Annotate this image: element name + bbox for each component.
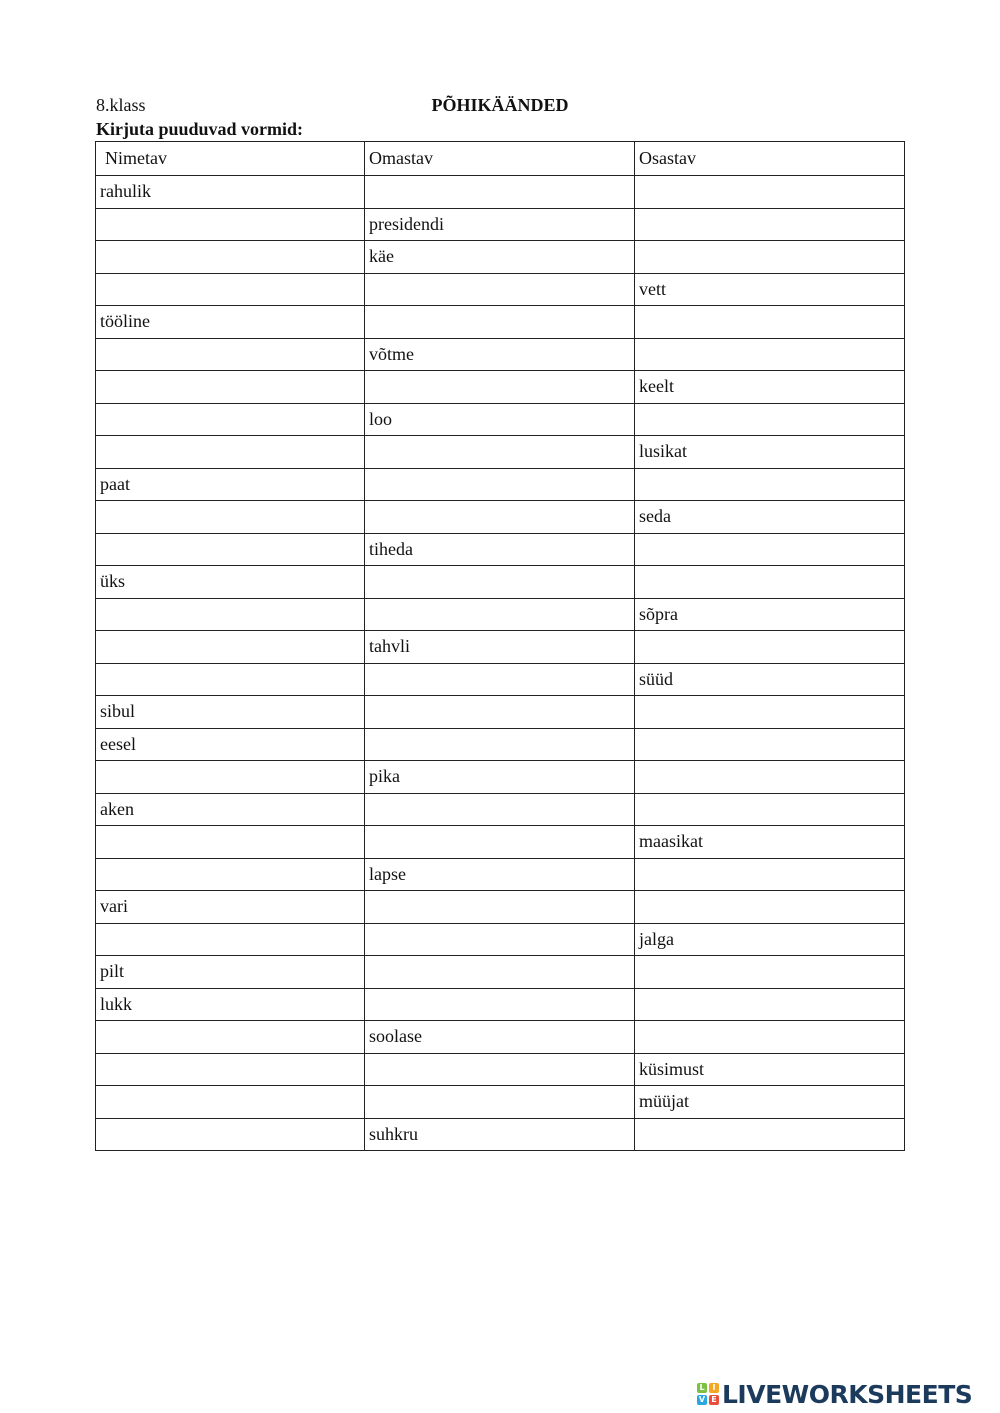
table-body [96,142,905,1151]
cell-nimetav[interactable] [96,1086,365,1119]
cell-osastav[interactable] [635,176,905,209]
cell-omastav[interactable] [365,273,635,306]
cell-osastav: jalga [635,923,905,956]
cell-omastav[interactable] [365,956,635,989]
cell-nimetav: vari [96,891,365,924]
cell-osastav[interactable] [635,631,905,664]
table-header-row [96,142,905,176]
cell-omastav[interactable] [365,1086,635,1119]
cell-omastav: tiheda [365,533,635,566]
cell-nimetav[interactable] [96,826,365,859]
cell-omastav: presidendi [365,208,635,241]
cell-nimetav[interactable] [96,436,365,469]
table-row [96,1053,905,1086]
logo-mark-square: L [697,1383,707,1393]
table-row [96,826,905,859]
cell-omastav[interactable] [365,436,635,469]
cell-omastav: soolase [365,1021,635,1054]
cell-omastav[interactable] [365,793,635,826]
table-row [96,436,905,469]
cell-nimetav[interactable] [96,1118,365,1151]
logo-mark-square: V [698,1395,706,1404]
instruction-text: Kirjuta puuduvad vormid: [96,119,304,139]
cell-omastav: pika [365,761,635,794]
cell-osastav[interactable] [635,728,905,761]
cell-osastav[interactable] [635,891,905,924]
cell-nimetav[interactable] [96,273,365,306]
cell-osastav[interactable] [635,761,905,794]
table-row [96,1118,905,1151]
cell-nimetav[interactable] [96,858,365,891]
cell-nimetav[interactable] [96,371,365,404]
cell-osastav[interactable] [635,1021,905,1054]
table-row [96,371,905,404]
cell-osastav[interactable] [635,241,905,274]
liveworksheets-logo [697,1378,972,1410]
table-row [96,468,905,501]
cell-osastav[interactable] [635,208,905,241]
cell-nimetav[interactable] [96,761,365,794]
cell-omastav: suhkru [365,1118,635,1151]
cell-omastav: lapse [365,858,635,891]
cell-nimetav: pilt [96,956,365,989]
cell-nimetav: tööline [96,306,365,339]
cell-osastav[interactable] [635,793,905,826]
cell-nimetav[interactable] [96,1053,365,1086]
column-header-nimetav: Nimetav [96,142,365,176]
cell-omastav[interactable] [365,923,635,956]
cell-osastav: keelt [635,371,905,404]
table-row [96,598,905,631]
cell-omastav[interactable] [365,598,635,631]
cell-osastav: müüjat [635,1086,905,1119]
cell-nimetav[interactable] [96,923,365,956]
cell-nimetav[interactable] [96,533,365,566]
cell-osastav[interactable] [635,403,905,436]
cell-nimetav[interactable] [96,598,365,631]
class-label: 8.klass [96,95,146,115]
table-row [96,631,905,664]
table-row [96,923,905,956]
cell-osastav: maasikat [635,826,905,859]
cell-osastav[interactable] [635,566,905,599]
cell-osastav: küsimust [635,1053,905,1086]
cell-omastav[interactable] [365,728,635,761]
cell-nimetav[interactable] [96,403,365,436]
cell-omastav[interactable] [365,176,635,209]
table-row [96,858,905,891]
table-row [96,793,905,826]
cell-nimetav: aken [96,793,365,826]
cell-nimetav[interactable] [96,208,365,241]
table-row [96,728,905,761]
column-header-osastav: Osastav [635,142,905,176]
logo-mark-square: E [709,1395,719,1405]
table-row [96,696,905,729]
cell-omastav: tahvli [365,631,635,664]
cell-osastav[interactable] [635,1118,905,1151]
cell-osastav[interactable] [635,468,905,501]
table-row [96,176,905,209]
cell-omastav[interactable] [365,501,635,534]
cell-nimetav[interactable] [96,241,365,274]
declension-table [95,141,905,1151]
logo-mark-square: I [709,1383,719,1393]
cell-osastav: sõpra [635,598,905,631]
cell-omastav[interactable] [365,306,635,339]
cell-omastav[interactable] [365,826,635,859]
cell-nimetav: rahulik [96,176,365,209]
cell-omastav[interactable] [365,663,635,696]
cell-omastav[interactable] [365,468,635,501]
cell-osastav[interactable] [635,696,905,729]
cell-omastav[interactable] [365,696,635,729]
table-row [96,956,905,989]
cell-osastav[interactable] [635,858,905,891]
table-row [96,1086,905,1119]
table-row [96,208,905,241]
cell-omastav[interactable] [365,371,635,404]
table-row [96,566,905,599]
table-row [96,988,905,1021]
cell-osastav: vett [635,273,905,306]
logo-mark-icon [697,1383,719,1405]
cell-nimetav: lukk [96,988,365,1021]
table-row [96,761,905,794]
cell-omastav[interactable] [365,988,635,1021]
table-row [96,663,905,696]
cell-osastav: süüd [635,663,905,696]
cell-nimetav[interactable] [96,663,365,696]
table-row [96,533,905,566]
cell-osastav[interactable] [635,956,905,989]
cell-omastav: loo [365,403,635,436]
logo-text: LIVEWORKSHEETS [722,1379,973,1409]
table-row [96,1021,905,1054]
cell-omastav[interactable] [365,891,635,924]
cell-nimetav: üks [96,566,365,599]
page-title: PÕHIKÄÄNDED [431,95,569,115]
cell-osastav[interactable] [635,306,905,339]
cell-nimetav: sibul [96,696,365,729]
cell-nimetav: eesel [96,728,365,761]
column-header-omastav: Omastav [365,142,635,176]
table-row [96,338,905,371]
cell-nimetav[interactable] [96,501,365,534]
cell-osastav[interactable] [635,988,905,1021]
table-row [96,306,905,339]
table-row [96,891,905,924]
table-row [96,241,905,274]
table-row [96,273,905,306]
cell-osastav[interactable] [635,338,905,371]
cell-omastav[interactable] [365,1053,635,1086]
cell-osastav: seda [635,501,905,534]
cell-nimetav[interactable] [96,338,365,371]
cell-osastav: lusikat [635,436,905,469]
cell-omastav[interactable] [365,566,635,599]
cell-nimetav: paat [96,468,365,501]
table-row [96,501,905,534]
table-row [96,403,905,436]
cell-osastav[interactable] [635,533,905,566]
cell-nimetav[interactable] [96,1021,365,1054]
cell-omastav: võtme [365,338,635,371]
cell-nimetav[interactable] [96,631,365,664]
cell-omastav: käe [365,241,635,274]
